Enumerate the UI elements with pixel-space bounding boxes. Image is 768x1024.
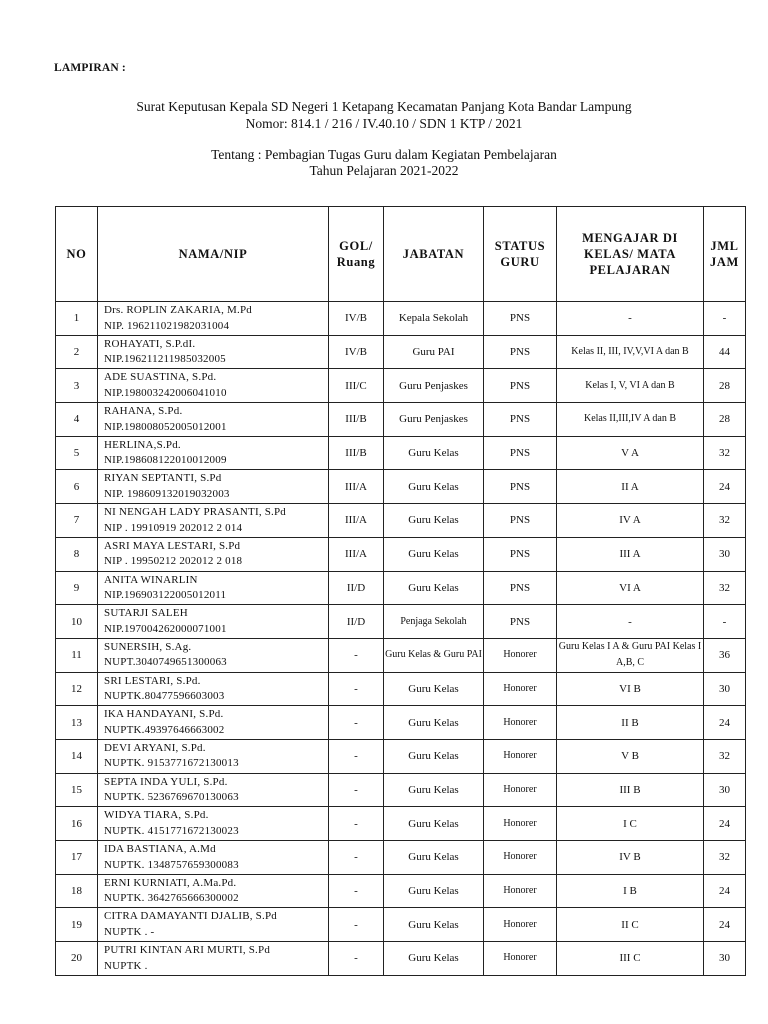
- jabatan-cell: [384, 672, 484, 706]
- table-row: [56, 672, 746, 706]
- name-nip-cell: [98, 874, 329, 908]
- jabatan-cell: [384, 706, 484, 740]
- status-guru-cell: Honorer: [484, 739, 557, 773]
- mengajar-cell: [557, 403, 704, 437]
- mengajar-text: I B: [623, 885, 637, 898]
- table-row: [56, 739, 746, 773]
- jml-jam-cell: 30: [704, 537, 746, 571]
- teacher-name: RIYAN SEPTANTI, S.Pd: [104, 472, 222, 485]
- name-nip-cell: [98, 807, 329, 841]
- row-number: 3: [56, 369, 98, 403]
- mengajar-text: V A: [621, 447, 639, 460]
- jabatan-cell: [384, 369, 484, 403]
- table-row: [56, 942, 746, 976]
- jabatan-cell: [384, 739, 484, 773]
- mengajar-cell: [557, 537, 704, 571]
- name-nip-cell: [98, 706, 329, 740]
- jabatan-cell: [384, 807, 484, 841]
- mengajar-cell: [557, 302, 704, 336]
- teacher-name: SRI LESTARI, S.Pd.: [104, 674, 201, 687]
- gol-ruang-cell: -: [329, 841, 384, 875]
- jabatan-text: Guru Kelas: [408, 447, 459, 460]
- jabatan-cell: [384, 470, 484, 504]
- row-number: 14: [56, 739, 98, 773]
- mengajar-cell: [557, 874, 704, 908]
- gol-ruang-cell: III/A: [329, 537, 384, 571]
- jabatan-text: Guru Kelas: [408, 548, 459, 561]
- name-nip-cell: [98, 436, 329, 470]
- mengajar-text: III B: [619, 783, 641, 796]
- status-guru-cell: Honorer: [484, 908, 557, 942]
- jml-jam-cell: 24: [704, 470, 746, 504]
- jabatan-text: Guru Kelas: [408, 918, 459, 931]
- teacher-name: ANITA WINARLIN: [104, 573, 198, 586]
- header-jml-jam: JML JAM: [704, 207, 746, 302]
- jml-jam-cell: 32: [704, 739, 746, 773]
- jabatan-cell: [384, 605, 484, 639]
- teacher-nip: NUPTK .: [104, 959, 148, 972]
- jabatan-text: Guru Kelas & Guru PAI: [385, 649, 482, 661]
- mengajar-cell: [557, 908, 704, 942]
- name-nip-cell: [98, 672, 329, 706]
- status-guru-cell: PNS: [484, 537, 557, 571]
- jml-jam-cell: 28: [704, 403, 746, 437]
- header-jabatan: JABATAN: [384, 207, 484, 302]
- mengajar-cell: [557, 739, 704, 773]
- mengajar-cell: [557, 841, 704, 875]
- table-row: [56, 302, 746, 336]
- jabatan-cell: [384, 908, 484, 942]
- table-row: [56, 504, 746, 538]
- teacher-nip: NIP.198003242006041010: [104, 386, 227, 399]
- header-mengajar: MENGAJAR DI KELAS/ MATA PELAJARAN: [557, 207, 704, 302]
- mengajar-cell: [557, 335, 704, 369]
- mengajar-text: II B: [621, 716, 639, 729]
- gol-ruang-cell: III/C: [329, 369, 384, 403]
- jabatan-text: Guru Kelas: [408, 783, 459, 796]
- jabatan-text: Penjaga Sekolah: [400, 615, 467, 627]
- name-nip-cell: [98, 739, 329, 773]
- jabatan-text: Guru Kelas: [408, 480, 459, 493]
- table-row: [56, 807, 746, 841]
- table-row: [56, 841, 746, 875]
- mengajar-text: V B: [621, 750, 639, 763]
- jabatan-text: Kepala Sekolah: [398, 312, 469, 325]
- row-number: 13: [56, 706, 98, 740]
- teacher-name: DEVI ARYANI, S.Pd.: [104, 741, 206, 754]
- gol-ruang-cell: -: [329, 908, 384, 942]
- mengajar-text: -: [628, 615, 632, 628]
- gol-ruang-cell: -: [329, 638, 384, 672]
- mengajar-cell: [557, 605, 704, 639]
- jml-jam-cell: 32: [704, 504, 746, 538]
- jabatan-cell: [384, 436, 484, 470]
- teacher-name: ADE SUASTINA, S.Pd.: [104, 371, 217, 384]
- teacher-nip: NUPTK. 3642765666300002: [104, 892, 239, 905]
- jabatan-text: Guru Penjaskes: [399, 413, 468, 426]
- gol-ruang-cell: III/A: [329, 470, 384, 504]
- status-guru-cell: PNS: [484, 571, 557, 605]
- gol-ruang-cell: III/B: [329, 403, 384, 437]
- header-name-nip: NAMA/NIP: [98, 207, 329, 302]
- teacher-nip: NIP.196211211985032005: [104, 353, 226, 366]
- teacher-nip: NIP . 19910919 202012 2 014: [104, 521, 243, 534]
- jabatan-text: Guru Kelas: [408, 851, 459, 864]
- jabatan-text: Guru Kelas: [408, 581, 459, 594]
- gol-ruang-cell: -: [329, 773, 384, 807]
- jml-jam-cell: 44: [704, 335, 746, 369]
- mengajar-text: III A: [619, 548, 641, 561]
- name-nip-cell: [98, 504, 329, 538]
- teacher-name: CITRA DAMAYANTI DJALIB, S.Pd: [104, 910, 277, 923]
- jabatan-cell: [384, 504, 484, 538]
- row-number: 12: [56, 672, 98, 706]
- jml-jam-cell: 32: [704, 841, 746, 875]
- teacher-name: ASRI MAYA LESTARI, S.Pd: [104, 539, 241, 552]
- teacher-name: SUNERSIH, S.Ag.: [104, 640, 192, 653]
- jabatan-text: Guru Kelas: [408, 682, 459, 695]
- jabatan-text: Guru Kelas: [408, 716, 459, 729]
- row-number: 2: [56, 335, 98, 369]
- academic-year: Tahun Pelajaran 2021-2022: [309, 163, 459, 178]
- mengajar-text: III C: [619, 952, 641, 965]
- row-number: 8: [56, 537, 98, 571]
- name-nip-cell: [98, 302, 329, 336]
- jabatan-cell: [384, 638, 484, 672]
- jml-jam-cell: -: [704, 302, 746, 336]
- gol-ruang-cell: II/D: [329, 571, 384, 605]
- table-row: [56, 571, 746, 605]
- jml-jam-cell: 30: [704, 942, 746, 976]
- decree-subject: Tentang : Pembagian Tugas Guru dalam Kegiatan Pembelajaran: [211, 147, 557, 162]
- jml-jam-cell: 30: [704, 773, 746, 807]
- status-guru-cell: PNS: [484, 369, 557, 403]
- row-number: 20: [56, 942, 98, 976]
- teacher-nip: NUPTK.49397646663002: [104, 723, 225, 736]
- name-nip-cell: [98, 638, 329, 672]
- header-gol-ruang: GOL/ Ruang: [329, 207, 384, 302]
- teacher-nip: NUPT.3040749651300063: [104, 656, 227, 669]
- name-nip-cell: [98, 841, 329, 875]
- teacher-nip: NUPTK . -: [104, 925, 155, 938]
- name-nip-cell: [98, 942, 329, 976]
- table-row: [56, 773, 746, 807]
- row-number: 17: [56, 841, 98, 875]
- name-nip-cell: [98, 571, 329, 605]
- mengajar-text: II A: [621, 480, 639, 493]
- table-header-row: [56, 207, 746, 302]
- gol-ruang-cell: -: [329, 874, 384, 908]
- name-nip-cell: [98, 773, 329, 807]
- table-row: [56, 436, 746, 470]
- teacher-name: WIDYA TIARA, S.Pd.: [104, 809, 209, 822]
- status-guru-cell: Honorer: [484, 841, 557, 875]
- teacher-name: NI NENGAH LADY PRASANTI, S.Pd: [104, 506, 287, 519]
- row-number: 16: [56, 807, 98, 841]
- row-number: 10: [56, 605, 98, 639]
- teacher-name: IKA HANDAYANI, S.Pd.: [104, 708, 224, 721]
- jabatan-cell: [384, 537, 484, 571]
- table-row: [56, 403, 746, 437]
- jml-jam-cell: -: [704, 605, 746, 639]
- status-guru-cell: PNS: [484, 470, 557, 504]
- table-row: [56, 638, 746, 672]
- mengajar-text: Kelas I, V, VI A dan B: [585, 379, 675, 391]
- name-nip-cell: [98, 605, 329, 639]
- teacher-name: ERNI KURNIATI, A.Ma.Pd.: [104, 876, 237, 889]
- row-number: 5: [56, 436, 98, 470]
- name-nip-cell: [98, 335, 329, 369]
- gol-ruang-cell: -: [329, 739, 384, 773]
- status-guru-cell: PNS: [484, 302, 557, 336]
- jabatan-text: Guru Penjaskes: [399, 379, 468, 392]
- status-guru-cell: Honorer: [484, 942, 557, 976]
- table-row: [56, 605, 746, 639]
- jabatan-cell: [384, 942, 484, 976]
- row-number: 7: [56, 504, 98, 538]
- jabatan-text: Guru Kelas: [408, 750, 459, 763]
- teacher-assignment-table: [55, 206, 746, 976]
- jml-jam-cell: 28: [704, 369, 746, 403]
- row-number: 18: [56, 874, 98, 908]
- teacher-nip: NIP . 19950212 202012 2 018: [104, 555, 243, 568]
- row-number: 1: [56, 302, 98, 336]
- name-nip-cell: [98, 537, 329, 571]
- mengajar-cell: [557, 942, 704, 976]
- jml-jam-cell: 36: [704, 638, 746, 672]
- teacher-nip: NUPTK. 4151771672130023: [104, 824, 239, 837]
- decree-title: Surat Keputusan Kepala SD Negeri 1 Ketapang Kecamatan Panjang Kota Bandar Lampung: [136, 99, 632, 114]
- decree-number-prefix: Nomor: 814.1 /: [245, 116, 332, 131]
- mengajar-cell: [557, 807, 704, 841]
- teacher-nip: NIP. 198609132019032003: [104, 487, 230, 500]
- mengajar-text: Kelas II,III,IV A dan B: [583, 413, 677, 425]
- teacher-nip: NIP.198008052005012001: [104, 420, 227, 433]
- table-row: [56, 335, 746, 369]
- mengajar-cell: [557, 436, 704, 470]
- jabatan-text: Guru Kelas: [408, 514, 459, 527]
- row-number: 19: [56, 908, 98, 942]
- mengajar-cell: [557, 504, 704, 538]
- row-number: 9: [56, 571, 98, 605]
- teacher-nip: NUPTK. 1348757659300083: [104, 858, 239, 871]
- gol-ruang-cell: -: [329, 807, 384, 841]
- gol-ruang-cell: -: [329, 942, 384, 976]
- teacher-nip: NUPTK. 5236769670130063: [104, 791, 239, 804]
- teacher-nip: NIP.196903122005012011: [104, 589, 227, 601]
- jabatan-text: Guru Kelas: [408, 885, 459, 898]
- mengajar-cell: [557, 369, 704, 403]
- jabatan-cell: [384, 571, 484, 605]
- status-guru-cell: Honorer: [484, 874, 557, 908]
- decree-number-code: 216: [331, 116, 353, 131]
- jml-jam-cell: 32: [704, 571, 746, 605]
- teacher-nip: NIP.198608122010012009: [104, 454, 227, 467]
- name-nip-cell: [98, 908, 329, 942]
- row-number: 11: [56, 638, 98, 672]
- row-number: 4: [56, 403, 98, 437]
- status-guru-cell: Honorer: [484, 672, 557, 706]
- jabatan-cell: [384, 403, 484, 437]
- jml-jam-cell: 30: [704, 672, 746, 706]
- mengajar-text: IV A: [619, 514, 641, 527]
- decree-number-suffix: / IV.40.10 / SDN 1 KTP / 2021: [352, 116, 523, 131]
- status-guru-cell: Honorer: [484, 638, 557, 672]
- teacher-nip: NIP.197004262000071001: [104, 622, 227, 635]
- row-number: 15: [56, 773, 98, 807]
- teacher-name: HERLINA,S.Pd.: [104, 438, 181, 451]
- table-row: [56, 908, 746, 942]
- mengajar-cell: [557, 773, 704, 807]
- jml-jam-cell: 24: [704, 807, 746, 841]
- mengajar-cell: [557, 470, 704, 504]
- teacher-name: SEPTA INDA YULI, S.Pd.: [104, 775, 228, 788]
- mengajar-text: Guru Kelas I A & Guru PAI Kelas I A,B, C: [558, 641, 702, 669]
- mengajar-text: II C: [621, 918, 639, 931]
- teacher-nip: NIP. 196211021982031004: [104, 319, 230, 332]
- teacher-nip: NUPTK. 9153771672130013: [104, 757, 239, 770]
- mengajar-text: Kelas II, III, IV,V,VI A dan B: [571, 346, 689, 358]
- gol-ruang-cell: -: [329, 672, 384, 706]
- row-number: 6: [56, 470, 98, 504]
- status-guru-cell: Honorer: [484, 807, 557, 841]
- name-nip-cell: [98, 470, 329, 504]
- gol-ruang-cell: -: [329, 706, 384, 740]
- mengajar-text: IV B: [619, 851, 641, 864]
- teacher-name: IDA BASTIANA, A.Md: [104, 843, 216, 855]
- mengajar-text: VI B: [619, 682, 641, 695]
- table-row: [56, 874, 746, 908]
- mengajar-cell: [557, 638, 704, 672]
- mengajar-cell: [557, 571, 704, 605]
- attachment-label: LAMPIRAN :: [54, 62, 126, 74]
- teacher-name: SUTARJI SALEH: [104, 607, 188, 620]
- name-nip-cell: [98, 369, 329, 403]
- jabatan-text: Guru PAI: [412, 346, 455, 359]
- header-status-guru: STATUS GURU: [484, 207, 557, 302]
- teacher-name: PUTRI KINTAN ARI MURTI, S.Pd: [104, 944, 271, 957]
- name-nip-cell: [98, 403, 329, 437]
- jml-jam-cell: 32: [704, 436, 746, 470]
- jabatan-cell: [384, 302, 484, 336]
- jml-jam-cell: 24: [704, 874, 746, 908]
- jabatan-cell: [384, 874, 484, 908]
- status-guru-cell: Honorer: [484, 773, 557, 807]
- teacher-name: Drs. ROPLIN ZAKARIA, M.Pd: [104, 304, 253, 316]
- jabatan-cell: [384, 841, 484, 875]
- status-guru-cell: PNS: [484, 436, 557, 470]
- jabatan-text: Guru Kelas: [408, 817, 459, 830]
- mengajar-text: I C: [623, 817, 637, 830]
- gol-ruang-cell: III/A: [329, 504, 384, 538]
- jabatan-cell: [384, 335, 484, 369]
- teacher-name: ROHAYATI, S.P.dI.: [104, 337, 196, 350]
- header-no: NO: [56, 207, 98, 302]
- mengajar-text: -: [628, 312, 632, 325]
- teacher-nip: NUPTK.80477596603003: [104, 690, 225, 703]
- table-row: [56, 369, 746, 403]
- status-guru-cell: PNS: [484, 335, 557, 369]
- jml-jam-cell: 24: [704, 908, 746, 942]
- status-guru-cell: PNS: [484, 605, 557, 639]
- table-row: [56, 706, 746, 740]
- status-guru-cell: PNS: [484, 403, 557, 437]
- mengajar-cell: [557, 672, 704, 706]
- table-row: [56, 537, 746, 571]
- jml-jam-cell: 24: [704, 706, 746, 740]
- gol-ruang-cell: III/B: [329, 436, 384, 470]
- gol-ruang-cell: IV/B: [329, 302, 384, 336]
- mengajar-text: VI A: [619, 581, 641, 594]
- table-body: [56, 302, 746, 976]
- jabatan-cell: [384, 773, 484, 807]
- gol-ruang-cell: IV/B: [329, 335, 384, 369]
- decree-number: [0, 115, 768, 132]
- mengajar-cell: [557, 706, 704, 740]
- jabatan-text: Guru Kelas: [408, 952, 459, 965]
- gol-ruang-cell: II/D: [329, 605, 384, 639]
- teacher-name: RAHANA, S.Pd.: [104, 405, 183, 418]
- status-guru-cell: Honorer: [484, 706, 557, 740]
- table-row: [56, 470, 746, 504]
- status-guru-cell: PNS: [484, 504, 557, 538]
